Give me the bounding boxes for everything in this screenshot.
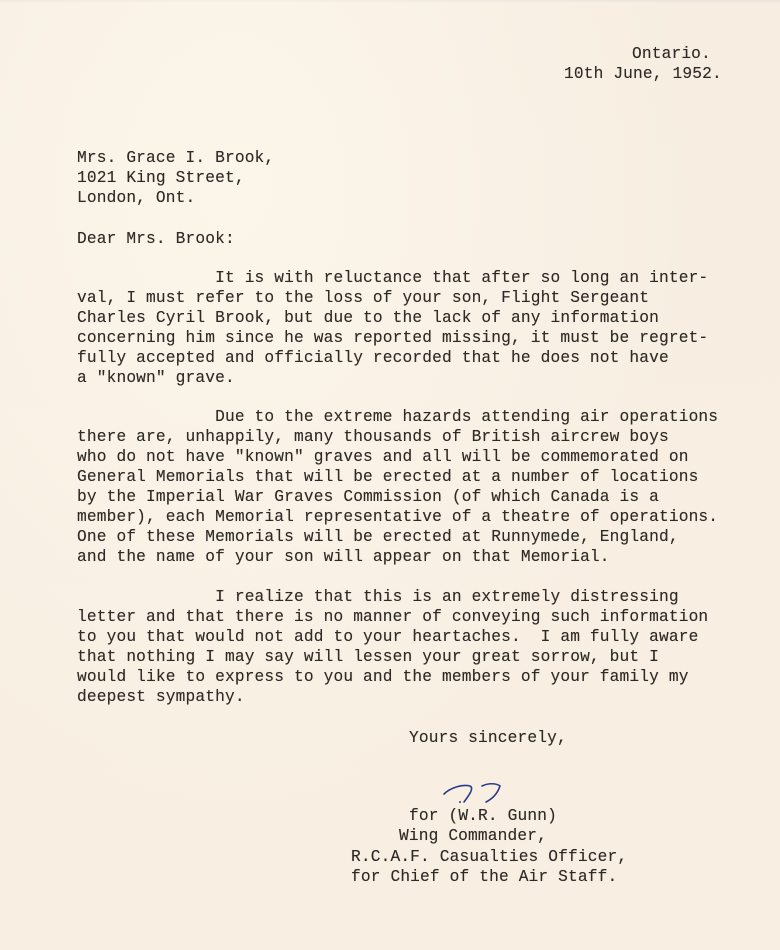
paragraph-1-line: val, I must refer to the loss of your son, Flight Sergeant (77, 289, 650, 307)
letter-place: Ontario. (632, 45, 711, 63)
paragraph-3-line: letter and that there is no manner of conveying such information (77, 608, 709, 626)
paragraph-3-line: that nothing I may say will lessen your great sorrow, but I (77, 648, 659, 666)
paragraph-3-line: to you that would not add to your heartaches. I am fully aware (77, 628, 699, 646)
paragraph-2-line: and the name of your son will appear on that Memorial. (77, 548, 610, 566)
paragraph-1-line: It is with reluctance that after so long an inter- (77, 269, 709, 287)
salutation: Dear Mrs. Brook: (77, 230, 235, 248)
letter-date: 10th June, 1952. (564, 65, 722, 83)
paragraph-2-line: who do not have "known" graves and all will be commemorated on (77, 448, 689, 466)
recipient-city: London, Ont. (77, 189, 196, 207)
recipient-street: 1021 King Street, (77, 169, 245, 187)
paragraph-2-line: Due to the extreme hazards attending air operations (77, 408, 719, 426)
paragraph-1-line: a "known" grave. (77, 369, 235, 387)
paragraph-2-line: there are, unhappily, many thousands of British aircrew boys (77, 428, 669, 446)
paragraph-1-line: Charles Cyril Brook, but due to the lack of any information (77, 309, 659, 327)
signature-line-3: R.C.A.F. Casualties Officer, (351, 848, 628, 866)
paragraph-2-line: by the Imperial War Graves Commission (of which Canada is a (77, 488, 659, 506)
paragraph-2-line: member), each Memorial representative of a theatre of operations. (77, 508, 719, 526)
signature-line-1: for (W.R. Gunn) (409, 807, 557, 825)
paragraph-1-line: fully accepted and officially recorded that he does not have (77, 349, 669, 367)
signature-line-2: Wing Commander, (399, 827, 547, 845)
paragraph-3-line: would like to express to you and the members of your family my (77, 668, 689, 686)
paragraph-2-line: General Memorials that will be erected at a number of locations (77, 468, 699, 486)
paragraph-3-line: deepest sympathy. (77, 688, 245, 706)
paragraph-1-line: concerning him since he was reported missing, it must be regret- (77, 329, 709, 347)
signature-line-4: for Chief of the Air Staff. (351, 868, 618, 886)
closing: Yours sincerely, (409, 729, 567, 747)
paragraph-3-line: I realize that this is an extremely distressing (77, 588, 679, 606)
recipient-name: Mrs. Grace I. Brook, (77, 149, 275, 167)
paragraph-2-line: One of these Memorials will be erected at Runnymede, England, (77, 528, 679, 546)
